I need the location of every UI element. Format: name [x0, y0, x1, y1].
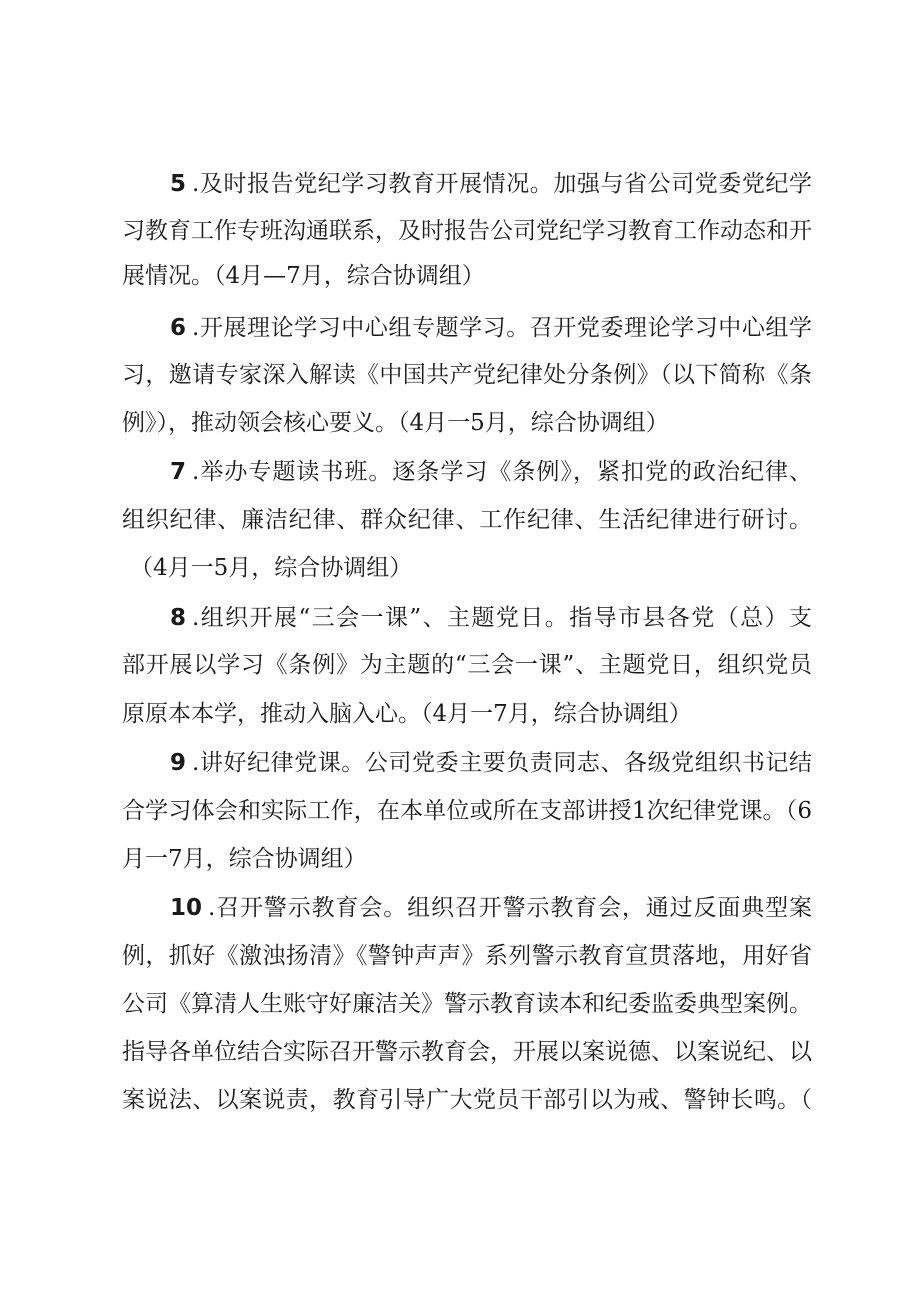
item-6-line-1	[170, 310, 812, 346]
item-9-line-1	[170, 745, 812, 781]
item-5-line-3: 展情况。（4月—7月，综合协调组）	[122, 263, 485, 289]
item-8-line-3: 原原本本学，推动入脑入心。（4月一7月，综合协调组）	[122, 701, 692, 727]
item-number: 10	[170, 895, 203, 921]
item-text: .及时报告党纪学习教育开展情况。加强与省公司党委党纪学	[192, 171, 812, 197]
item-number: 5	[170, 171, 187, 197]
item-5-line-2: 习教育工作专班沟通联系，及时报告公司党纪学习教育工作动态和开	[122, 218, 812, 244]
item-10-line-2: 例，抓好《激浊扬清》《警钟声声》系列警示教育宣贯落地，用好省	[122, 943, 812, 969]
item-number: 9	[170, 750, 187, 776]
item-7-line-3: （4月一5月，综合协调组）	[130, 555, 413, 581]
item-9-line-3: 月一7月，综合协调组）	[122, 846, 367, 872]
item-text: .组织开展“三会一课”、主题党日。指导市县各党（总）支	[192, 605, 812, 631]
item-9-line-2: 合学习体会和实际工作，在本单位或所在支部讲授1次纪律党课。（6	[122, 798, 812, 824]
item-6-line-2: 习，邀请专家深入解读《中国共产党纪律处分条例》（以下简称《条	[122, 362, 812, 388]
item-10-line-1	[170, 890, 812, 926]
item-10-line-4: 指导各单位结合实际召开警示教育会，开展以案说德、以案说纪、以	[122, 1039, 812, 1065]
item-8-line-1	[170, 600, 812, 636]
item-7-line-1	[170, 454, 812, 490]
item-text: .举办专题读书班。逐条学习《条例》，紧扣党的政治纪律、	[192, 459, 812, 485]
item-6-line-3: 例》），推动领会核心要义。（4月一5月，综合协调组）	[122, 410, 669, 436]
item-8-line-2: 部开展以学习《条例》为主题的“三会一课”、主题党日，组织党员	[122, 652, 812, 678]
item-7-line-2: 组织纪律、廉洁纪律、群众纪律、工作纪律、生活纪律进行研讨。	[122, 507, 812, 533]
item-number: 7	[170, 459, 187, 485]
item-text: .讲好纪律党课。公司党委主要负责同志、各级党组织书记结	[192, 750, 812, 776]
item-text: .召开警示教育会。组织召开警示教育会，通过反面典型案	[208, 895, 812, 921]
item-number: 6	[170, 315, 187, 341]
item-10-line-3: 公司《算清人生账守好廉洁关》警示教育读本和纪委监委典型案例。	[122, 991, 812, 1017]
item-text: .开展理论学习中心组专题学习。召开党委理论学习中心组学	[192, 315, 812, 341]
item-5-line-1	[170, 166, 812, 202]
item-10-line-5: 案说法、以案说责，教育引导广大党员干部引以为戒、警钟长鸣。（	[122, 1087, 812, 1113]
item-number: 8	[170, 605, 187, 631]
